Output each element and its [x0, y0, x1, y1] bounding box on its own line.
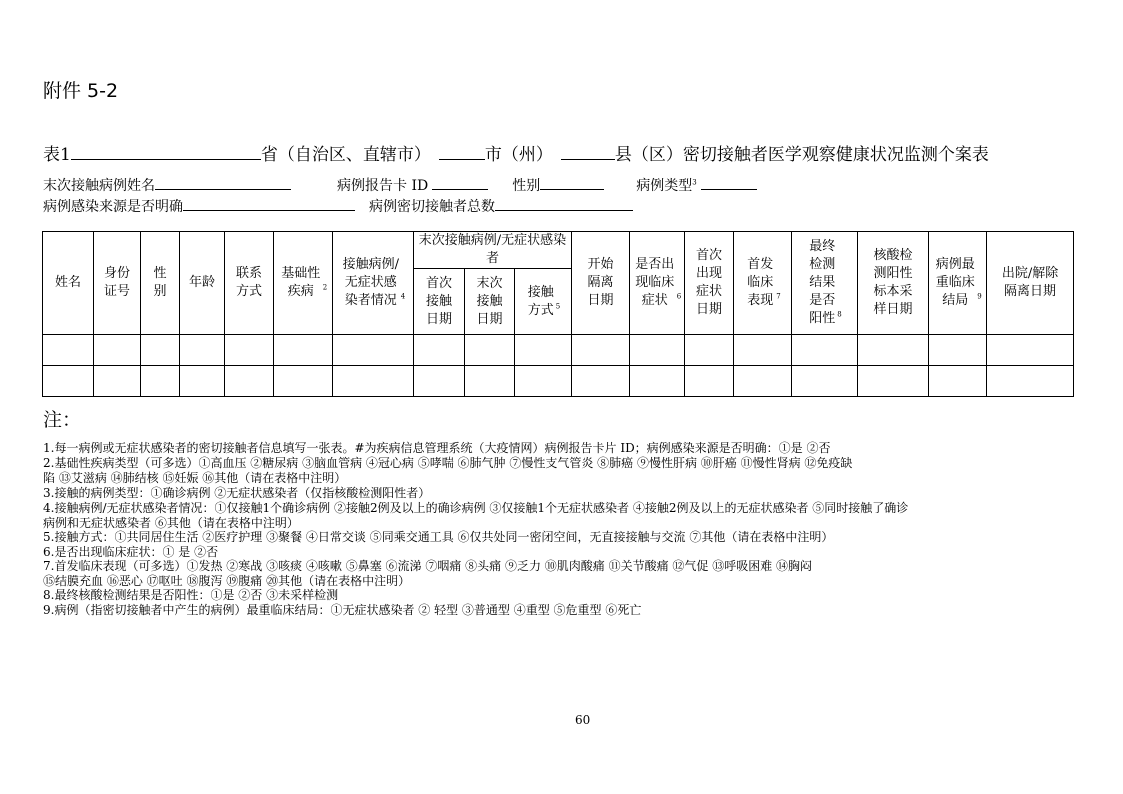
col-header-discharge-date: 出院/解除隔离日期	[987, 232, 1074, 335]
contact-total-label: 病例密切接触者总数	[369, 199, 495, 215]
info-row-1	[43, 175, 757, 196]
col-header-sex: 性别	[141, 232, 180, 335]
table-cell[interactable]	[141, 366, 180, 397]
table-cell[interactable]	[858, 335, 929, 366]
appendix-label: 附件 5-2	[43, 80, 119, 102]
table-cell[interactable]	[225, 366, 274, 397]
table-cell[interactable]	[414, 335, 465, 366]
table-cell[interactable]	[685, 335, 734, 366]
table-cell[interactable]	[630, 335, 685, 366]
table-cell[interactable]	[572, 366, 630, 397]
note-line: 陷 ⑬艾滋病 ⑭肺结核 ⑮妊娠 ⑯其他（请在表格中注明）	[43, 471, 347, 485]
note-line: 5.接触方式：①共同居住生活 ②医疗护理 ③聚餐 ④日常交谈 ⑤同乘交通工具 ⑥仅共处同一密闭空间，无直接接触与交流 ⑦其他（请在表格中注明）	[43, 530, 834, 544]
col-header-symptom-date: 首次出现症状日期	[685, 232, 734, 335]
notes-title: 注：	[43, 409, 82, 431]
table-row	[43, 366, 1074, 397]
infection-source-label: 病例感染来源是否明确	[43, 199, 183, 215]
note-line: 1.每一病例或无症状感染者的密切接触者信息填写一张表。#为疾病信息管理系统（大疫情网）病例报告卡片 ID；病例感染来源是否明确：①是 ②否	[43, 441, 831, 455]
table-cell[interactable]	[180, 335, 225, 366]
col-header-first-contact-date: 首次接触日期	[414, 269, 465, 335]
title-city: 市（州）	[484, 145, 553, 165]
col-header-case-status: 接触病例/无症状感染者情况 $^4$	[333, 232, 414, 335]
case-type-label: 病例类型	[636, 178, 693, 194]
sex-field[interactable]	[540, 175, 604, 190]
note-line: 3.接触的病例类型：①确诊病例 ②无症状感染者（仅指核酸检测阳性者）	[43, 486, 431, 500]
col-header-contact-mode: 接触方式 $^5$	[515, 269, 572, 335]
table-cell[interactable]	[515, 366, 572, 397]
note-line: 8.最终核酸检测结果是否阳性：①是 ②否 ③未采样检测	[43, 588, 339, 602]
table-cell[interactable]	[858, 366, 929, 397]
report-card-id-label: 病例报告卡 ID	[337, 178, 429, 194]
table-cell[interactable]	[987, 335, 1074, 366]
note-line: 6.是否出现临床症状：① 是 ②否	[43, 545, 219, 559]
col-header-isolation-start: 开始隔离日期	[572, 232, 630, 335]
table-cell[interactable]	[333, 335, 414, 366]
col-header-final-result: 最终检测结果是否阳性 $^8$	[792, 232, 858, 335]
table-cell[interactable]	[734, 366, 792, 397]
case-type-field[interactable]	[701, 175, 757, 190]
table-row	[43, 335, 1074, 366]
table-cell[interactable]	[43, 366, 94, 397]
note-line: ⑮结膜充血 ⑯恶心 ⑰呕吐 ⑱腹泻 ⑲腹痛 ⑳其他（请在表格中注明）	[43, 574, 411, 588]
table-cell[interactable]	[734, 335, 792, 366]
table-cell[interactable]	[987, 366, 1074, 397]
table-cell[interactable]	[515, 335, 572, 366]
col-header-outcome: 病例最重临床结局 $^9$	[929, 232, 987, 335]
table-cell[interactable]	[792, 335, 858, 366]
page-number: 60	[575, 713, 591, 727]
table-cell[interactable]	[630, 366, 685, 397]
note-line: 2.基础性疾病类型（可多选）①高血压 ②糖尿病 ③脑血管病 ④冠心病 ⑤哮喘 ⑥肺气肿 ⑦慢性支气管炎 ⑧肺癌 ⑨慢性肝病 ⑩肝癌 ⑪慢性肾病 ⑫免疫缺	[43, 456, 853, 470]
title-county: 县（区）密切接触者医学观察健康状况监测个案表	[614, 145, 989, 165]
monitoring-table	[42, 231, 1074, 397]
county-blank[interactable]	[561, 145, 615, 160]
table-cell[interactable]	[685, 366, 734, 397]
table-cell[interactable]	[333, 366, 414, 397]
table-cell[interactable]	[929, 366, 987, 397]
table-cell[interactable]	[225, 335, 274, 366]
col-header-disease: 基础性疾病 $^2$	[274, 232, 333, 335]
sex-label: 性别	[512, 178, 541, 194]
table-cell[interactable]	[141, 335, 180, 366]
table-cell[interactable]	[572, 335, 630, 366]
table-cell[interactable]	[274, 335, 333, 366]
col-header-age: 年龄	[180, 232, 225, 335]
col-header-last-contact-group: 末次接触病例/无症状感染者	[414, 232, 572, 269]
table-cell[interactable]	[414, 366, 465, 397]
city-blank[interactable]	[439, 145, 485, 160]
case-name-field[interactable]	[155, 175, 291, 190]
col-header-contact: 联系方式	[225, 232, 274, 335]
col-header-last-contact-date: 末次接触日期	[465, 269, 515, 335]
table-cell[interactable]	[792, 366, 858, 397]
table-cell[interactable]	[465, 335, 515, 366]
province-blank[interactable]	[71, 145, 261, 160]
title-province: 省（自治区、直辖市）	[260, 145, 431, 165]
col-header-name: 姓名	[43, 232, 94, 335]
table-cell[interactable]	[274, 366, 333, 397]
report-card-id-field[interactable]	[432, 175, 488, 190]
col-header-sample-date: 核酸检测阳性标本采样日期	[858, 232, 929, 335]
note-line: 4.接触病例/无症状感染者情况：①仅接触1个确诊病例 ②接触2例及以上的确诊病例 ③仅接触1个无症状感染者 ④接触2例及以上的无症状感染者 ⑤同时接触了确诊	[43, 501, 909, 515]
form-title	[43, 143, 989, 167]
table-cell[interactable]	[465, 366, 515, 397]
title-prefix: 表1	[43, 145, 71, 165]
contact-total-field[interactable]	[495, 196, 633, 211]
note-line: 9.病例（指密切接触者中产生的病例）最重临床结局：①无症状感染者 ② 轻型 ③普通型 ④重型 ⑤危重型 ⑥死亡	[43, 603, 642, 617]
infection-source-field[interactable]	[183, 196, 355, 211]
table-cell[interactable]	[94, 335, 141, 366]
note-line: 7.首发临床表现（可多选）①发热 ②寒战 ③咳痰 ④咳嗽 ⑤鼻塞 ⑥流涕 ⑦咽痛 ⑧头痛 ⑨乏力 ⑩肌肉酸痛 ⑪关节酸痛 ⑫气促 ⑬呼吸困难 ⑭胸闷	[43, 559, 813, 573]
case-name-label: 末次接触病例姓名	[43, 178, 155, 194]
case-type-footnote: 3	[692, 178, 697, 187]
col-header-first-symptoms: 首发临床表现 $^7$	[734, 232, 792, 335]
info-row-2	[43, 196, 633, 217]
col-header-id-number: 身份证号	[94, 232, 141, 335]
table-cell[interactable]	[180, 366, 225, 397]
table-cell[interactable]	[929, 335, 987, 366]
col-header-symptoms: 是否出现临床症状 $^6$	[630, 232, 685, 335]
table-cell[interactable]	[94, 366, 141, 397]
note-line: 病例和无症状感染者 ⑥其他（请在表格中注明）	[43, 516, 299, 530]
table-cell[interactable]	[43, 335, 94, 366]
